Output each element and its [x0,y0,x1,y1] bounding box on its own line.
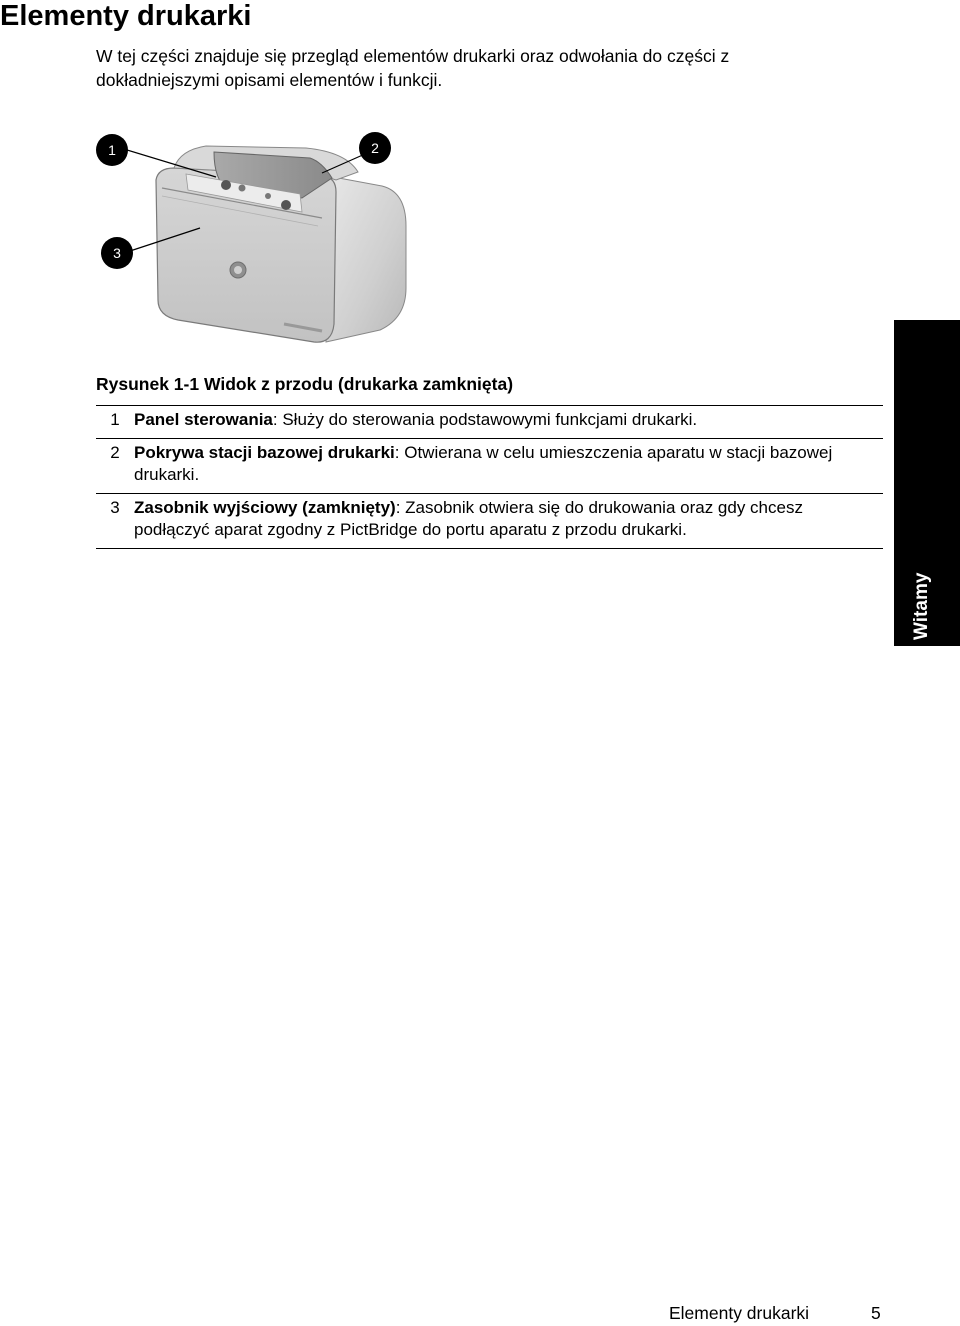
printer-front-figure [96,128,426,358]
legend-row [96,439,883,494]
legend-text: : Zasobnik otwiera się do drukowania oraz gdy chcesz podłączyć aparat zgodny z PictBridge do portu aparatu z przodu drukarki. [134,498,803,539]
footer-section-title: Elementy drukarki [669,1303,810,1323]
callout-1 [96,134,128,166]
callout-2 [359,132,391,164]
legend-text: : Służy do sterowania podstawowymi funkcjami drukarki. [272,410,698,429]
panel-button-icon [221,180,231,190]
legend-num: 2 [96,439,134,494]
legend-num: 3 [96,494,134,549]
legend-term: Pokrywa stacji bazowej drukarki [134,443,395,462]
panel-button-icon [239,185,246,192]
legend-text: : Otwierana w celu umieszczenia aparatu w stacji bazowej drukarki. [134,443,833,484]
legend-desc [134,406,883,439]
legend-table [96,405,883,549]
callout-3 [101,237,133,269]
legend-term: Panel sterowania [134,410,273,429]
panel-button-icon [281,200,291,210]
legend-row [96,494,883,549]
printer-side [326,176,406,342]
legend-desc [134,494,883,549]
legend-num: 1 [96,406,134,439]
printer-illustration [96,128,426,358]
figure-caption: Rysunek 1-1 Widok z przodu (drukarka zamknięta) [96,374,514,394]
legend-row [96,406,883,439]
callout-3-label: 3 [113,245,121,261]
footer-page-number: 5 [871,1303,881,1323]
page-title: Elementy drukarki [0,0,252,32]
callout-1-label: 1 [108,142,116,158]
legend-desc [134,439,883,494]
legend-term: Zasobnik wyjściowy (zamknięty) [134,498,396,517]
callout-2-label: 2 [371,140,379,156]
panel-button-icon [265,193,271,199]
intro-paragraph: W tej części znajduje się przegląd elementów drukarki oraz odwołania do części z dokładniejszymi opisami elementów i funkcji. [96,46,730,90]
chapter-side-tab-label: Witamy [911,572,932,640]
